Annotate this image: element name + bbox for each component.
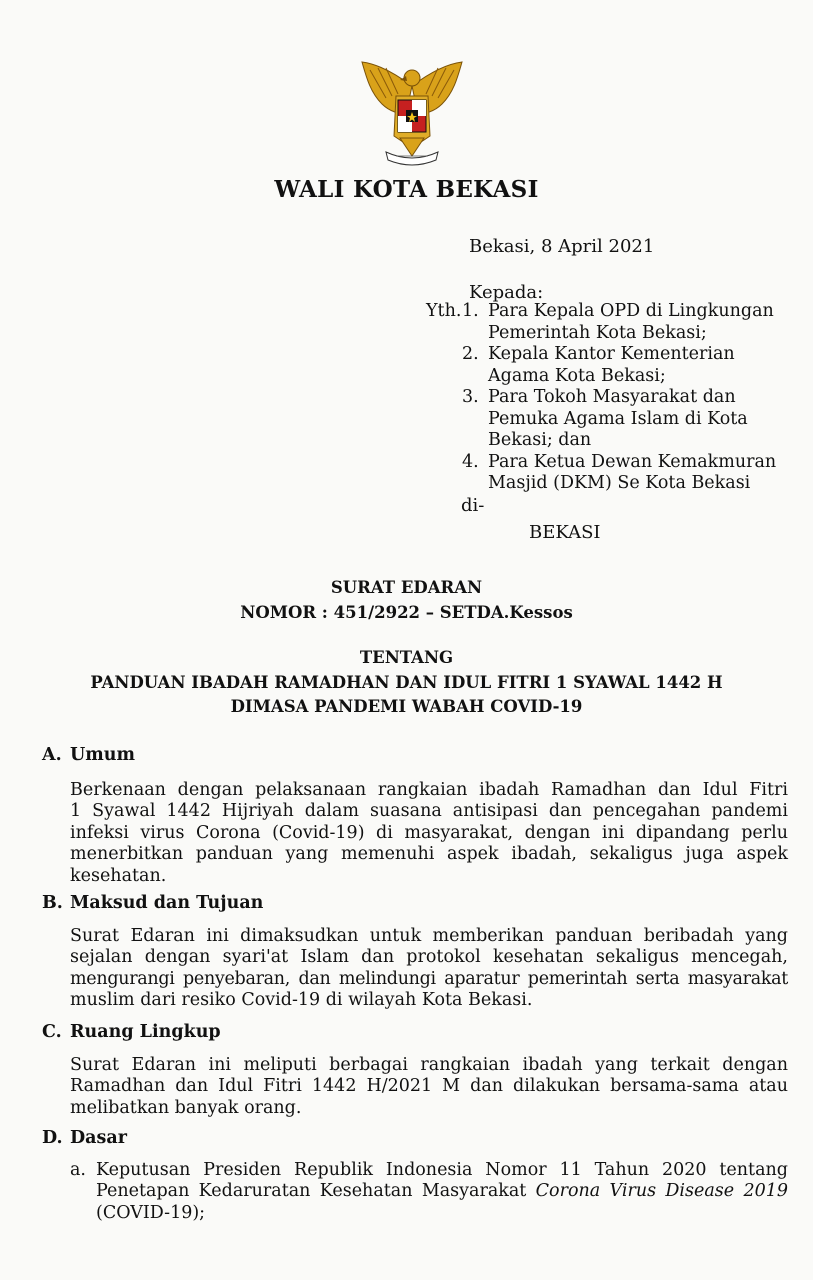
list-item: Pemerintah Kota Bekasi;	[488, 322, 707, 343]
paragraph-line	[96, 1181, 788, 1202]
italic-term: Corona Virus Disease 2019	[535, 1181, 788, 1202]
paragraph-line: mengurangi penyebaran, dan melindungi aparatur pemerintah serta masyarakat	[70, 968, 788, 989]
paragraph-line: kesehatan.	[70, 865, 167, 886]
addressee-prefix: Yth.	[426, 301, 462, 321]
list-item: Bekasi; dan	[488, 430, 592, 450]
paragraph-line: 1 Syawal 1442 Hijriyah dalam suasana antisipasi dan pencegahan pandemi	[70, 801, 788, 822]
section-b-body	[70, 926, 788, 1012]
section-letter: B.	[42, 893, 63, 913]
section-c-body	[70, 1055, 788, 1119]
addressee-label: Kepada:	[469, 282, 544, 303]
about-label: TENTANG	[359, 648, 454, 667]
paragraph-line: melibatkan banyak orang.	[70, 1097, 302, 1118]
subject-line-1: PANDUAN IBADAH RAMADHAN DAN IDUL FITRI 1 SYAWAL 1442 H	[90, 673, 723, 692]
paragraph-line: Surat Edaran ini meliputi berbagai rangkaian ibadah yang terkait dengan	[70, 1055, 788, 1075]
list-marker: a.	[70, 1160, 86, 1180]
document-number: NOMOR : 451/2922 – SETDA.Kessos	[240, 603, 573, 622]
list-item: Kepala Kantor Kementerian	[488, 344, 735, 364]
list-number: 2.	[462, 344, 479, 364]
addressee-di: di-	[461, 495, 485, 516]
section-b-heading	[42, 893, 263, 913]
section-title: Ruang Lingkup	[70, 1022, 221, 1042]
section-a-body	[70, 780, 788, 887]
list-number: 1.	[462, 301, 479, 321]
list-item: Pemuka Agama Islam di Kota	[488, 408, 748, 429]
paragraph-line: sejalan dengan syari'at Islam dan protokol kesehatan sekaligus mencegah,	[70, 947, 788, 968]
section-title: Dasar	[70, 1128, 127, 1148]
list-item: Para Kepala OPD di Lingkungan	[488, 301, 774, 321]
list-item: Para Tokoh Masyarakat dan	[488, 387, 736, 407]
list-number: 3.	[462, 387, 479, 407]
subject-line-2: DIMASA PANDEMI WABAH COVID-19	[230, 697, 583, 716]
paragraph-line: Keputusan Presiden Republik Indonesia Nomor 11 Tahun 2020 tentang	[96, 1160, 788, 1180]
paragraph-line: muslim dari resiko Covid-19 di wilayah Kota Bekasi.	[70, 990, 533, 1011]
paragraph-line: Surat Edaran ini dimaksudkan untuk memberikan panduan beribadah yang	[70, 926, 788, 946]
addressee-city: BEKASI	[529, 522, 601, 543]
section-title: Umum	[70, 745, 136, 765]
list-item: Agama Kota Bekasi;	[488, 365, 666, 386]
list-number: 4.	[462, 451, 479, 472]
dasar-item-a	[70, 1160, 788, 1224]
paragraph-line: Berkenaan dengan pelaksanaan rangkaian ibadah Ramadhan dan Idul Fitri	[70, 780, 788, 800]
text-span: Penetapan Kedaruratan Kesehatan Masyarakat	[96, 1181, 536, 1202]
paragraph-line: menerbitkan panduan yang memenuhi aspek ibadah, sekaligus juga aspek	[70, 844, 788, 865]
document-type: SURAT EDARAN	[330, 578, 483, 597]
addressee-list	[426, 301, 798, 495]
dasar-item-text	[96, 1160, 788, 1224]
issuer-title: WALI KOTA BEKASI	[274, 176, 539, 203]
list-item: Masjid (DKM) Se Kota Bekasi	[488, 473, 751, 493]
section-d-heading	[42, 1128, 127, 1148]
letter-date: Bekasi, 8 April 2021	[469, 236, 655, 257]
section-letter: C.	[42, 1022, 62, 1042]
section-letter: A.	[42, 745, 62, 765]
section-letter: D.	[42, 1128, 63, 1148]
paragraph-line: (COVID-19);	[96, 1202, 206, 1223]
garuda-emblem-icon	[356, 56, 468, 168]
paragraph-line: Ramadhan dan Idul Fitri 1442 H/2021 M dan dilakukan bersama-sama atau	[70, 1076, 788, 1097]
section-c-heading	[42, 1022, 221, 1042]
section-title: Maksud dan Tujuan	[70, 893, 264, 913]
list-item: Para Ketua Dewan Kemakmuran	[488, 451, 777, 472]
section-a-heading	[42, 745, 135, 765]
paragraph-line: infeksi virus Corona (Covid-19) di masyarakat, dengan ini dipandang perlu	[70, 822, 788, 843]
